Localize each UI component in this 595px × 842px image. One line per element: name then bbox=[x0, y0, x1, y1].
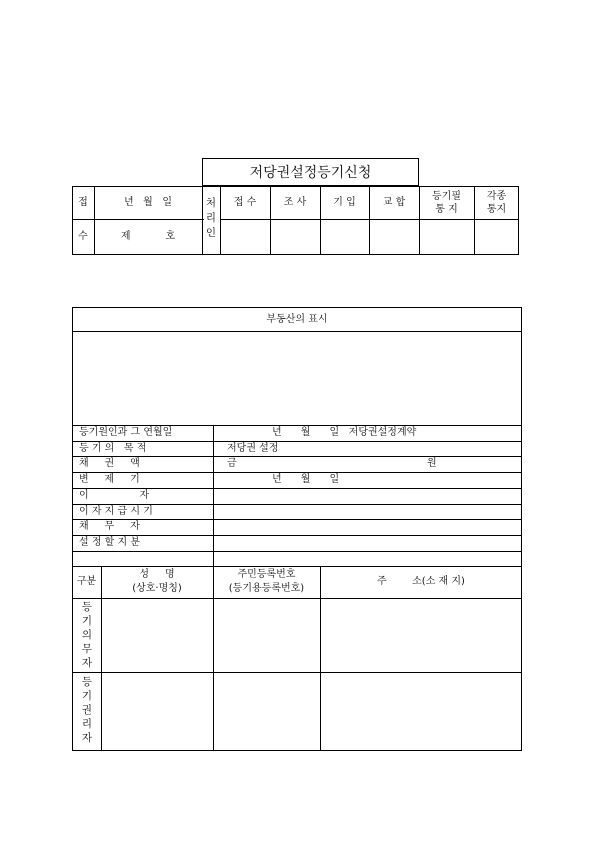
label-debtor: 채 무 자 bbox=[79, 521, 140, 532]
value-repayment-date[interactable]: 년 월 일 bbox=[272, 474, 340, 485]
parties-col-id-sub: (등기용등록번호) bbox=[228, 583, 305, 594]
value-purpose[interactable]: 저당권 설정 bbox=[227, 443, 279, 454]
parties-col-id: 주민등록번호 bbox=[237, 569, 296, 580]
form-title: 저당권설정등기신청 bbox=[249, 165, 372, 181]
col-gyohap: 교 합 bbox=[382, 197, 406, 208]
parties-col-address: 주 소(소 재 지) bbox=[377, 576, 465, 587]
label-interest-payment-time: 이 자 지 급 시 기 bbox=[79, 506, 153, 517]
obligor-address-cell[interactable] bbox=[321, 599, 521, 671]
parties-col-name: 성 명 bbox=[139, 569, 175, 580]
reception-number-field[interactable]: 제 호 bbox=[120, 231, 176, 242]
col-jeopsu: 접 수 bbox=[233, 197, 257, 208]
obligee-address-cell[interactable] bbox=[321, 673, 521, 750]
value-cause-date[interactable]: 년 월 일 저당권설정계약 bbox=[272, 427, 417, 438]
col-various-notice: 각종 통지 bbox=[486, 191, 507, 215]
value-claim-amount-unit: 원 bbox=[427, 458, 437, 469]
col-registered-notice: 등기필 통 지 bbox=[432, 191, 461, 215]
label-purpose: 등 기 의 목 적 bbox=[79, 443, 147, 454]
obligee-id-cell[interactable] bbox=[214, 673, 319, 750]
reception-date-field[interactable]: 년 월 일 bbox=[123, 197, 173, 208]
reception-su: 수 bbox=[78, 231, 88, 242]
label-repayment-date: 변 제 기 bbox=[79, 474, 140, 485]
property-section-title: 부동산의 표시 bbox=[266, 314, 328, 325]
label-interest: 이 자 bbox=[79, 490, 150, 501]
reception-processor-label: 처리인 bbox=[205, 197, 217, 239]
col-josa: 조 사 bbox=[283, 197, 307, 208]
reception-jeop: 접 bbox=[78, 197, 88, 208]
value-claim-amount[interactable]: 금 bbox=[227, 458, 237, 469]
obligor-id-cell[interactable] bbox=[214, 599, 319, 671]
col-giip: 기 입 bbox=[333, 197, 356, 208]
obligee-name-cell[interactable] bbox=[102, 673, 212, 750]
parties-col-name-sub: (상호·명칭) bbox=[132, 583, 182, 594]
obligor-name-cell[interactable] bbox=[102, 599, 212, 671]
parties-col-gubun: 구분 bbox=[76, 576, 97, 587]
label-share-to-set: 설 정 할 지 분 bbox=[79, 537, 141, 548]
row-obligor-label: 등기의무자 bbox=[81, 601, 93, 669]
label-cause-date: 등기원인과 그 연월일 bbox=[79, 427, 173, 438]
row-obligee-label: 등기권리자 bbox=[81, 676, 93, 744]
property-description-area[interactable] bbox=[73, 332, 521, 425]
form-title-box bbox=[202, 158, 419, 186]
label-claim-amount: 채 권 액 bbox=[79, 458, 140, 469]
